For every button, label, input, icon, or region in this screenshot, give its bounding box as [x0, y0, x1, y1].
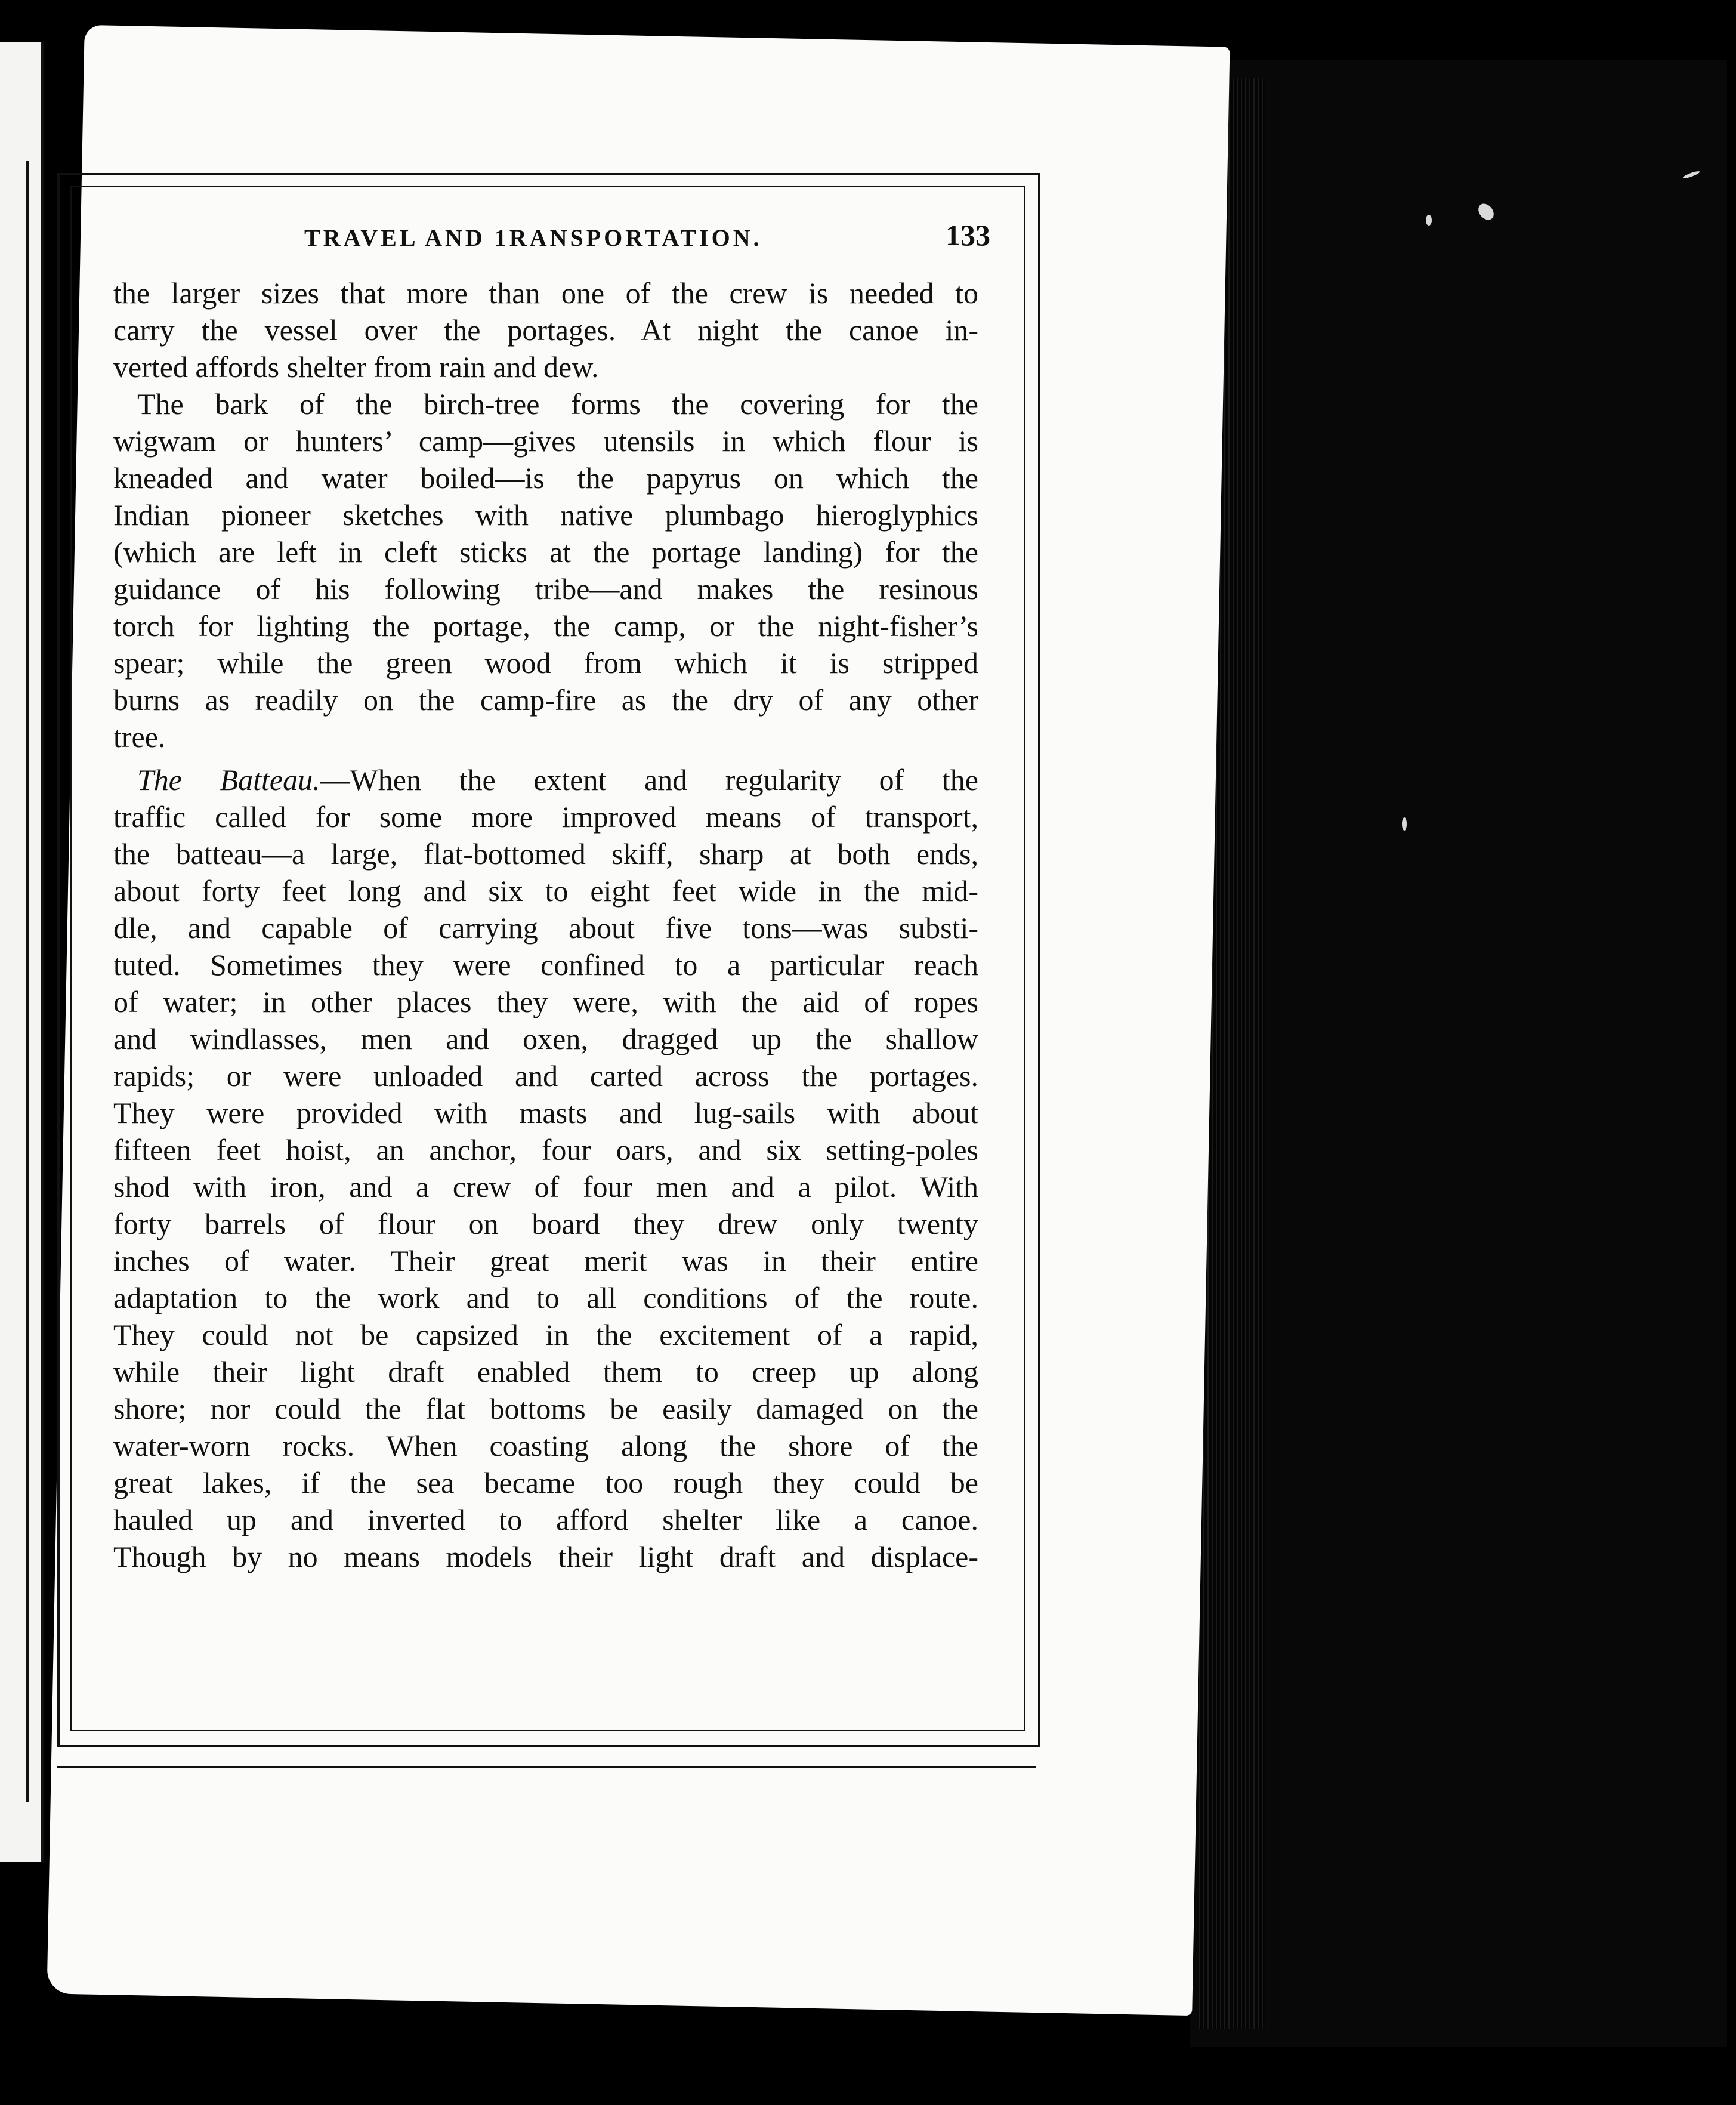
text-line: carry the vessel over the portages. At night the canoe in-	[113, 313, 978, 347]
text-line: adaptation to the work and to all conditions of the route.	[113, 1281, 978, 1314]
text-line: wigwam or hunters’ camp—gives utensils in which flour is	[113, 424, 978, 458]
text-line: inches of water. Their great merit was in their entire	[113, 1244, 978, 1277]
text-line: burns as readily on the camp-fire as the dry of any other	[113, 683, 978, 717]
text-line: They could not be capsized in the excitement of a rapid,	[113, 1318, 978, 1351]
text-line: forty barrels of flour on board they drew only twenty	[113, 1207, 978, 1240]
text-line: tuted. Sometimes they were confined to a particular reach	[113, 948, 978, 981]
facing-page-border-rule	[26, 161, 29, 1802]
page-number: 133	[946, 218, 990, 252]
text-line: shod with iron, and a crew of four men and a pilot. With	[113, 1170, 978, 1203]
text-line: of water; in other places they were, with the aid of ropes	[113, 985, 978, 1018]
text-line	[113, 761, 978, 798]
running-head: TRAVEL AND 1RANSPORTATION.	[304, 224, 762, 251]
text-line: shore; nor could the flat bottoms be easily damaged on the	[113, 1392, 978, 1425]
facing-page-edge	[0, 42, 44, 1862]
text-line: traffic called for some more improved means of transport,	[113, 800, 978, 834]
text-line: hauled up and inverted to afford shelter like a canoe.	[113, 1503, 978, 1536]
text-line: guidance of his following tribe—and makes the resinous	[113, 572, 978, 606]
body-text	[113, 274, 978, 1575]
text-line: tree.	[113, 720, 166, 754]
text-line: verted affords shelter from rain and dew.	[113, 350, 599, 384]
text-line: They were provided with masts and lug-sails with about	[113, 1096, 978, 1129]
text-line: kneaded and water boiled—is the papyrus on which the	[113, 461, 978, 495]
text-line: the batteau—a large, flat-bottomed skiff, sharp at both ends,	[113, 837, 978, 871]
text-line: spear; while the green wood from which it is stripped	[113, 646, 978, 680]
text-line: rapids; or were unloaded and carted across the portages.	[113, 1059, 978, 1092]
text-line: while their light draft enabled them to creep up along	[113, 1355, 978, 1388]
text-line: great lakes, if the sea became too rough they could be	[113, 1466, 978, 1499]
text-line: Though by no means models their light draft and displace-	[113, 1540, 978, 1573]
text-line: the larger sizes that more than one of the crew is needed to	[113, 276, 978, 310]
text-line: (which are left in cleft sticks at the portage landing) for the	[113, 535, 978, 569]
page-header	[89, 212, 1008, 260]
text-line: and windlasses, men and oxen, dragged up the shallow	[113, 1022, 978, 1055]
book-edge-dark	[1190, 60, 1727, 2047]
scan-speck	[1426, 215, 1432, 226]
text-line: torch for lighting the portage, the camp, or the night-fisher’s	[113, 609, 978, 643]
text-line: fifteen feet hoist, an anchor, four oars, and six setting-poles	[113, 1133, 978, 1166]
scan-speck	[1402, 817, 1407, 831]
text-line: The bark of the birch-tree forms the covering for the	[137, 387, 978, 421]
section-heading-batteau: The Batteau.	[137, 763, 320, 797]
text-line: water-worn rocks. When coasting along the shore of the	[113, 1429, 978, 1462]
page-bottom-rule	[57, 1766, 1036, 1768]
text-line: about forty feet long and six to eight feet wide in the mid-	[113, 874, 978, 908]
text-line: dle, and capable of carrying about five tons—was substi-	[113, 911, 978, 945]
text-line-tail: —When the extent and regularity of the	[320, 763, 978, 797]
text-line: Indian pioneer sketches with native plumbago hieroglyphics	[113, 498, 978, 532]
